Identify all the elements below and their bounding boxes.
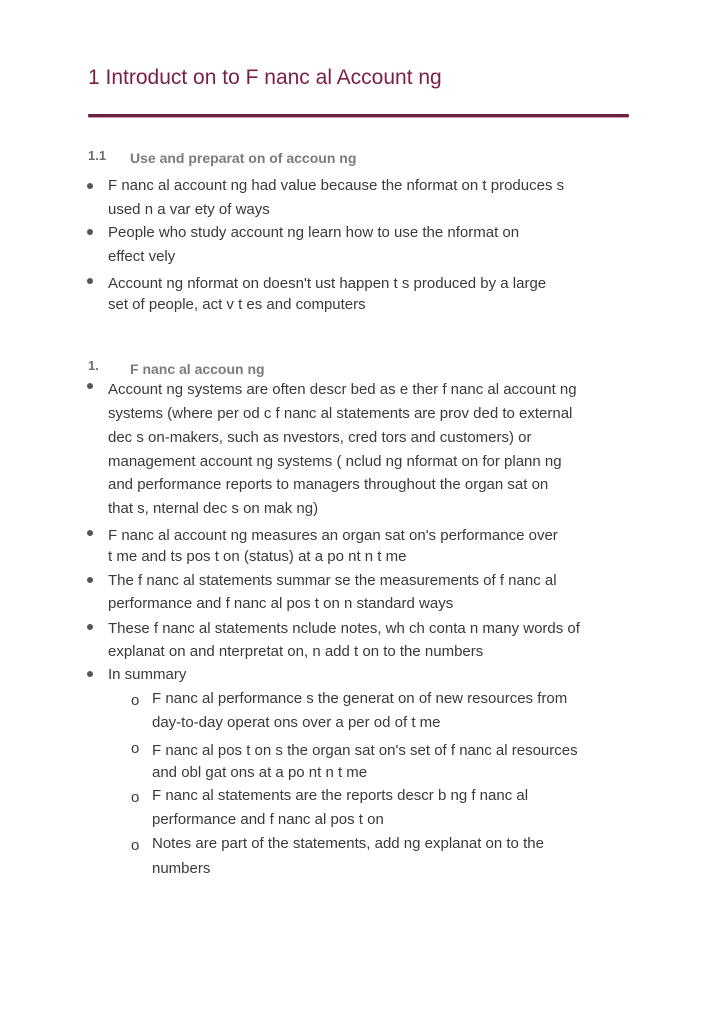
circle-bullet-icon: o xyxy=(131,740,140,757)
title-divider xyxy=(88,114,629,117)
sub-list-item-line: performance and f nanc al pos t on xyxy=(152,811,384,828)
sub-list-item-line: numbers xyxy=(152,860,211,877)
list-item-line: used n a var ety of ways xyxy=(108,201,270,218)
bullet-icon xyxy=(87,383,93,389)
circle-bullet-icon: o xyxy=(131,789,140,806)
list-item-line: t me and ts pos t on (status) at a po nt n t me xyxy=(108,548,407,565)
list-item-line: F nanc al account ng measures an organ sat on's performance over xyxy=(108,527,558,544)
list-item-line: People who study account ng learn how to use the nformat on xyxy=(108,224,520,241)
bullet-icon xyxy=(87,530,93,536)
list-item-line: performance and f nanc al pos t on n standard ways xyxy=(108,595,454,612)
bullet-icon xyxy=(87,183,93,189)
section-heading: F nanc al accoun ng xyxy=(130,361,265,377)
list-item-line: systems (where per od c f nanc al statements are prov ded to external xyxy=(108,405,573,422)
sub-list-item-line: F nanc al statements are the reports descr b ng f nanc al xyxy=(152,787,529,804)
page-title: 1 Introduct on to F nanc al Account ng xyxy=(88,66,442,89)
list-item-line: set of people, act v t es and computers xyxy=(108,296,366,313)
sub-list-item-line: F nanc al pos t on s the organ sat on's set of f nanc al resources xyxy=(152,742,578,759)
list-item-line: explanat on and nterpretat on, n add t on to the numbers xyxy=(108,643,484,660)
circle-bullet-icon: o xyxy=(131,692,140,709)
bullet-icon xyxy=(87,671,93,677)
sub-list-item-line: and obl gat ons at a po nt n t me xyxy=(152,764,368,781)
list-item-line: In summary xyxy=(108,666,187,683)
section-number: 1. xyxy=(88,358,99,373)
sub-list-item-line: F nanc al performance s the generat on of new resources from xyxy=(152,690,568,707)
sub-list-item-line: day-to-day operat ons over a per od of t me xyxy=(152,714,441,731)
bullet-icon xyxy=(87,577,93,583)
section-heading: Use and preparat on of accoun ng xyxy=(130,150,357,166)
list-item-line: The f nanc al statements summar se the measurements of f nanc al xyxy=(108,572,557,589)
list-item-line: Account ng systems are often descr bed as e ther f nanc al account ng xyxy=(108,381,577,398)
bullet-icon xyxy=(87,278,93,284)
list-item-line: that s, nternal dec s on mak ng) xyxy=(108,500,319,517)
list-item-line: Account ng nformat on doesn't ust happen t s produced by a large xyxy=(108,275,547,292)
list-item-line: effect vely xyxy=(108,248,176,265)
list-item-line: and performance reports to managers throughout the organ sat on xyxy=(108,476,549,493)
list-item-line: These f nanc al statements nclude notes, wh ch conta n many words of xyxy=(108,620,580,637)
list-item-line: F nanc al account ng had value because the nformat on t produces s xyxy=(108,177,565,194)
circle-bullet-icon: o xyxy=(131,837,140,854)
list-item-line: dec s on-makers, such as nvestors, cred tors and customers) or xyxy=(108,429,532,446)
sub-list-item-line: Notes are part of the statements, add ng explanat on to the xyxy=(152,835,544,852)
list-item-line: management account ng systems ( nclud ng nformat on for plann ng xyxy=(108,453,562,470)
bullet-icon xyxy=(87,624,93,630)
bullet-icon xyxy=(87,229,93,235)
section-number: 1.1 xyxy=(88,148,107,163)
